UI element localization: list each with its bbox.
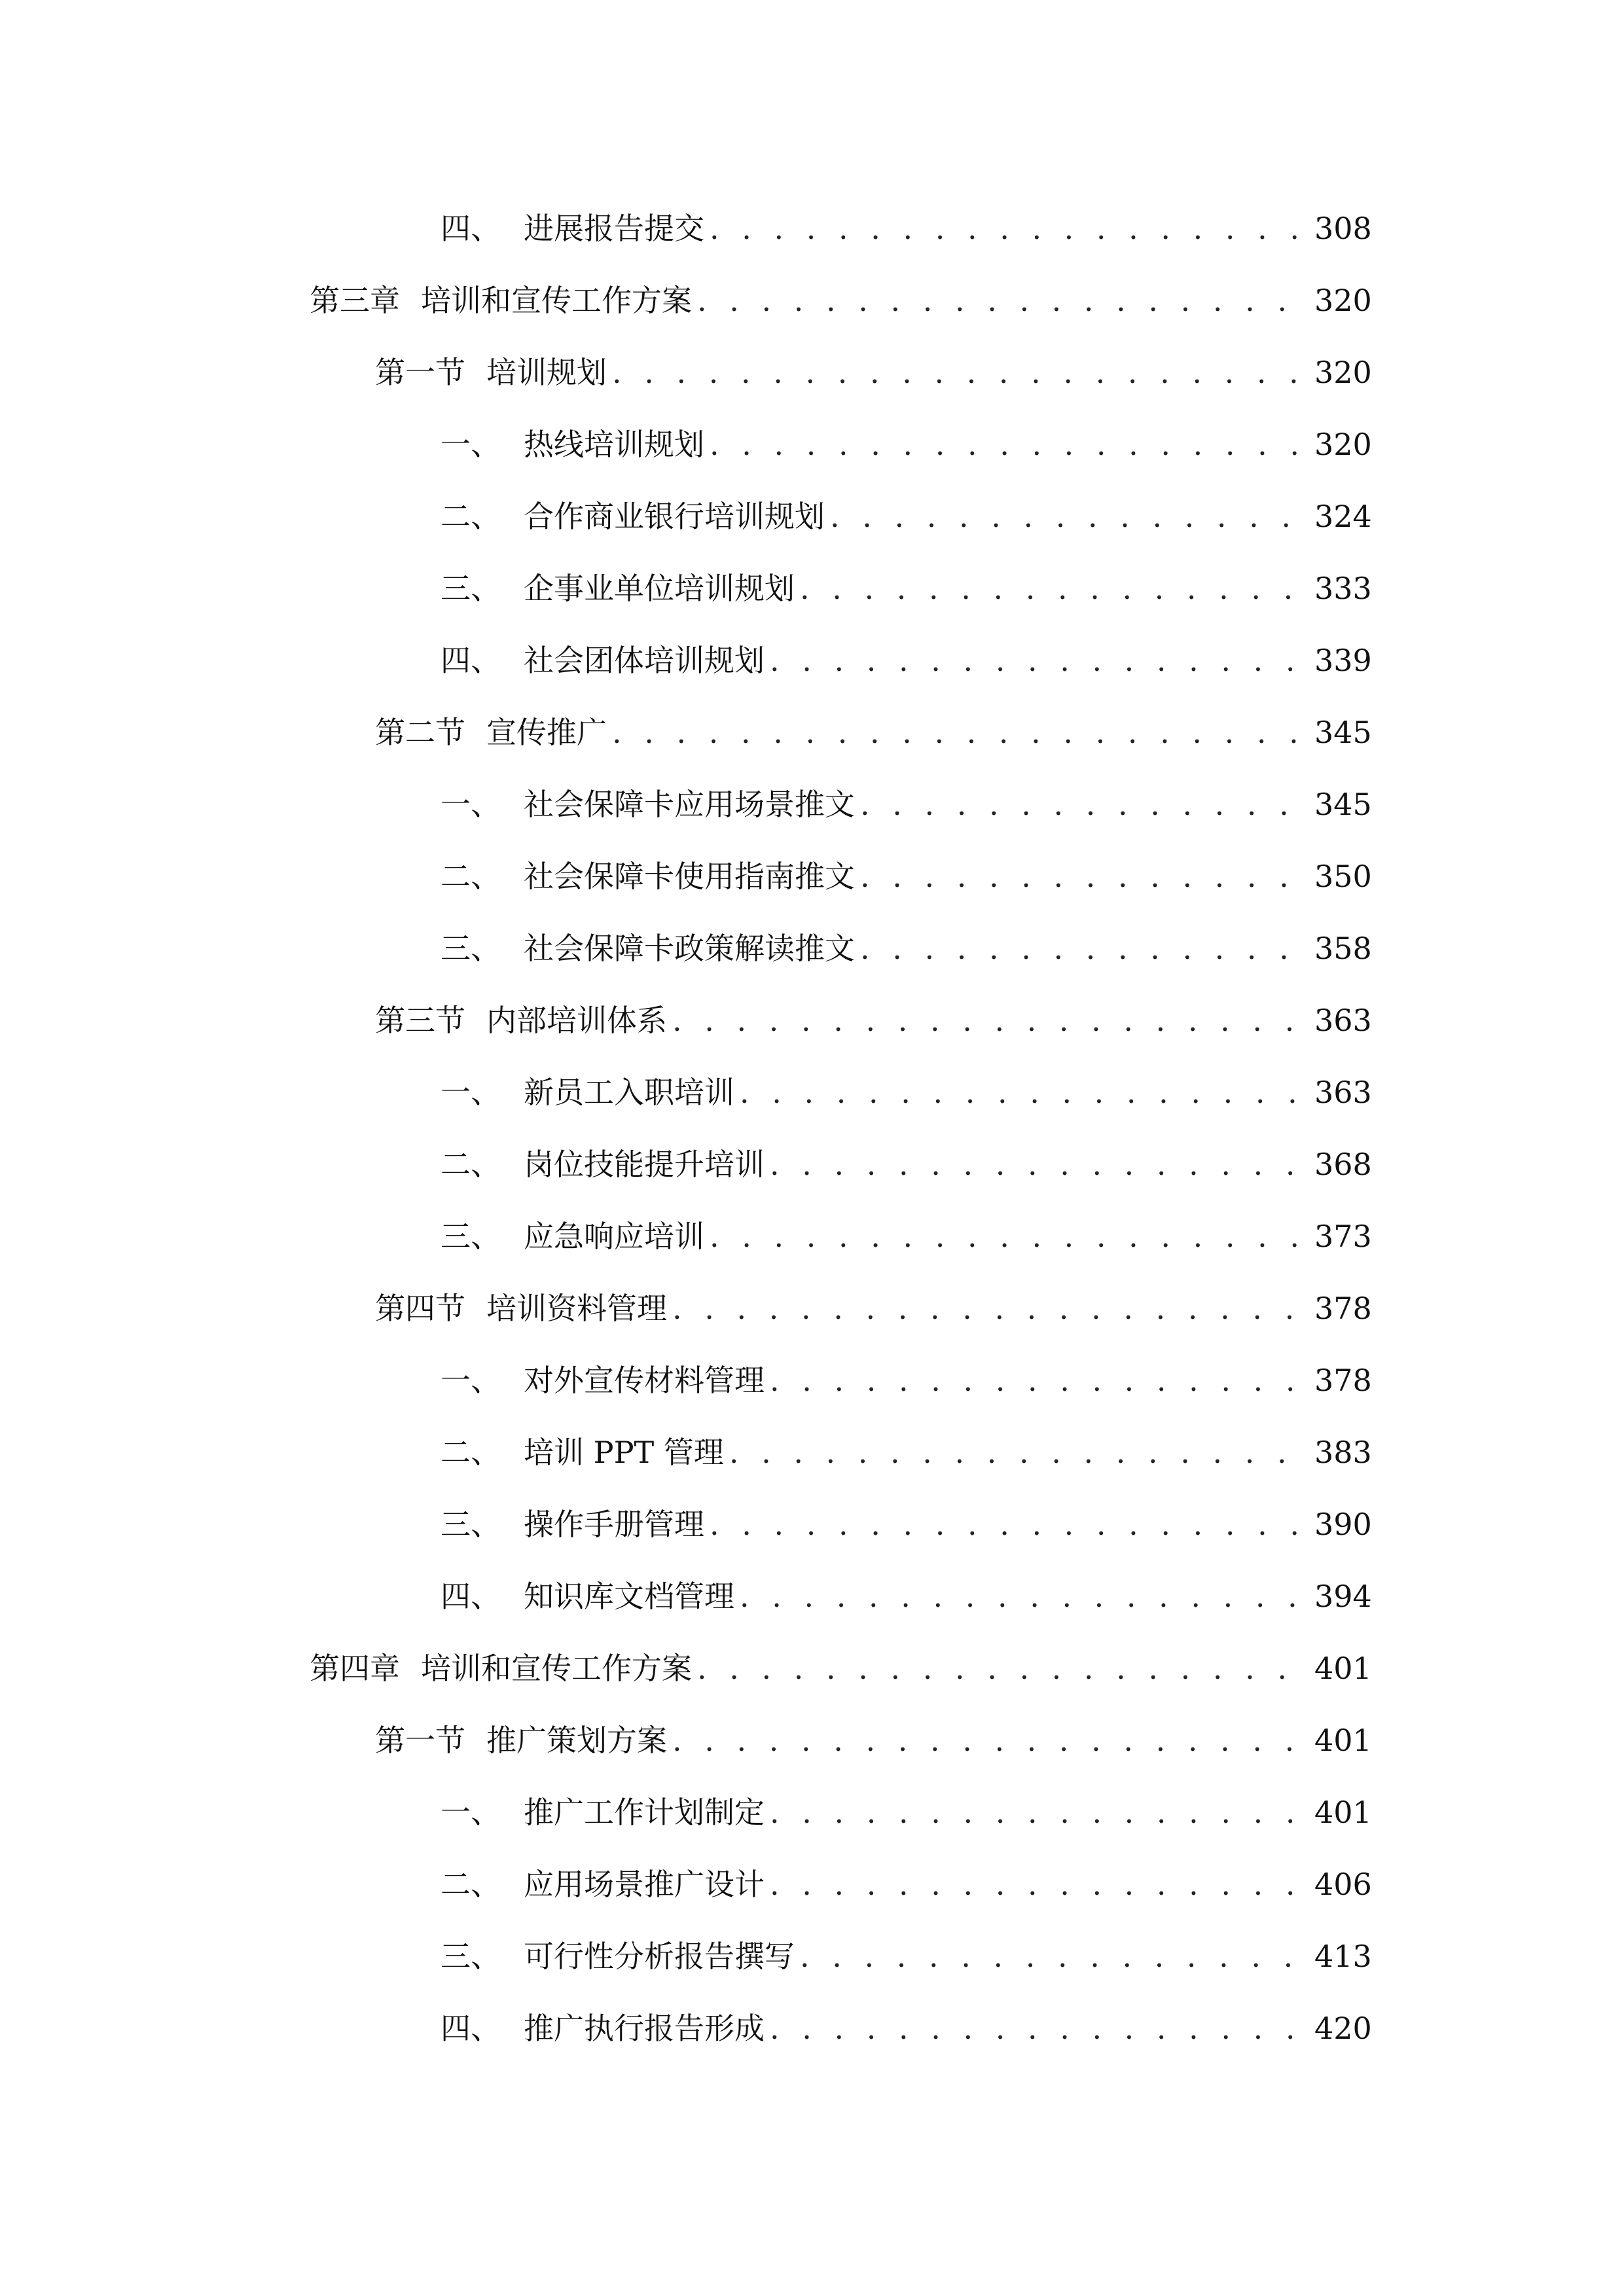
toc-entry-title: 社会保障卡应用场景推文: [524, 787, 855, 822]
dot-leader: [672, 1714, 1307, 1767]
toc-entry-number: 三、: [441, 1939, 501, 1974]
toc-chapter-number: 第三章: [310, 283, 400, 318]
toc-entry-page: 373: [1314, 1219, 1372, 1254]
toc-chapter-title: 培训和宣传工作方案: [421, 283, 692, 318]
dot-leader: [672, 1282, 1307, 1335]
dot-leader: [710, 202, 1307, 255]
toc-entry-page: 378: [1314, 1291, 1372, 1326]
dot-leader: [860, 922, 1307, 975]
toc-entry-page: 383: [1314, 1435, 1372, 1470]
toc-entry-number: 二、: [441, 499, 501, 534]
toc-entry-title: 岗位技能提升培训: [524, 1147, 765, 1182]
toc-section-title: 培训资料管理: [486, 1291, 667, 1326]
toc-entry-page: 378: [1314, 1363, 1372, 1398]
dot-leader: [770, 2002, 1307, 2054]
toc-entry-number: 一、: [441, 1795, 501, 1830]
toc-entry-title: 社会保障卡使用指南推文: [524, 859, 855, 894]
toc-entry-number: 三、: [441, 571, 501, 606]
toc-section-title: 推广策划方案: [486, 1723, 667, 1758]
toc-section-number: 第二节: [375, 715, 465, 750]
toc-entry-title: 推广工作计划制定: [524, 1795, 765, 1830]
toc-section-number: 第一节: [375, 355, 465, 390]
toc-entry-title: 应急响应培训: [524, 1219, 704, 1254]
toc-entry-title: 社会团体培训规划: [524, 643, 765, 678]
toc-entry-page: 308: [1314, 211, 1372, 246]
toc-entry-page: 406: [1314, 1867, 1372, 1902]
toc-entry-title: 热线培训规划: [524, 427, 704, 462]
toc-entry-page: 401: [1314, 1651, 1372, 1686]
toc-entry-page: 333: [1314, 571, 1372, 606]
toc-entry-page: 401: [1314, 1795, 1372, 1830]
toc-entry[interactable]: [441, 778, 1372, 831]
toc-entry[interactable]: [441, 1930, 1372, 1982]
dot-leader: [612, 706, 1307, 759]
toc-entry[interactable]: [441, 1498, 1372, 1551]
dot-leader: [612, 346, 1307, 399]
dot-leader: [729, 1426, 1307, 1479]
toc-entry-page: 358: [1314, 931, 1372, 966]
dot-leader: [770, 634, 1307, 687]
toc-entry-number: 三、: [441, 931, 501, 966]
toc-entry-title: 操作手册管理: [524, 1507, 704, 1542]
toc-entry-page: 401: [1314, 1723, 1372, 1758]
dot-leader: [800, 562, 1307, 615]
toc-entry-number: 四、: [441, 1579, 501, 1614]
toc-entry-page: 320: [1314, 355, 1372, 390]
toc-entry-title: 推广执行报告形成: [524, 2011, 765, 2046]
toc-section-title: 培训规划: [486, 355, 607, 390]
dot-leader: [770, 1138, 1307, 1191]
toc-entry[interactable]: [441, 1858, 1372, 1910]
toc-entry-number: 二、: [441, 1147, 501, 1182]
toc-chapter-title: 培训和宣传工作方案: [421, 1651, 692, 1686]
toc-entry-number: 四、: [441, 643, 501, 678]
toc-entry-page: 363: [1314, 1075, 1372, 1110]
toc-entry-page: 345: [1314, 787, 1372, 822]
toc-entry-number: 四、: [441, 211, 501, 246]
toc-entry-title: 进展报告提交: [524, 211, 704, 246]
toc-entry-title: 新员工入职培训: [524, 1075, 734, 1110]
toc-entry[interactable]: [441, 1138, 1372, 1191]
toc-entry[interactable]: [441, 1210, 1372, 1263]
toc-entry[interactable]: [441, 922, 1372, 975]
toc-entry-page: 345: [1314, 715, 1372, 750]
dot-leader: [860, 850, 1307, 903]
toc-entry-page: 420: [1314, 2011, 1372, 2046]
toc-entry[interactable]: [441, 2002, 1372, 2054]
dot-leader: [830, 490, 1307, 543]
toc-entry-title: 应用场景推广设计: [524, 1867, 765, 1902]
toc-chapter-number: 第四章: [310, 1651, 400, 1686]
toc-entry-page: 394: [1314, 1579, 1372, 1614]
toc-entry-number: 一、: [441, 427, 501, 462]
dot-leader: [770, 1354, 1307, 1407]
toc-entry[interactable]: [441, 634, 1372, 687]
toc-entry-title: 培训 PPT 管理: [524, 1435, 724, 1470]
toc-entry[interactable]: [441, 1066, 1372, 1119]
dot-leader: [740, 1570, 1307, 1623]
toc-entry[interactable]: [441, 202, 1372, 255]
toc-chapter[interactable]: [310, 274, 1372, 327]
toc-entry-number: 四、: [441, 2011, 501, 2046]
toc-entry-page: 324: [1314, 499, 1372, 534]
toc-entry-title: 企事业单位培训规划: [524, 571, 795, 606]
toc-section[interactable]: [375, 994, 1372, 1047]
toc-entry-number: 三、: [441, 1507, 501, 1542]
toc-entry[interactable]: [441, 1426, 1372, 1479]
dot-leader: [672, 994, 1307, 1047]
toc-entry[interactable]: [441, 1786, 1372, 1839]
toc-entry-number: 一、: [441, 1075, 501, 1110]
toc-entry-title: 合作商业银行培训规划: [524, 499, 825, 534]
toc-entry[interactable]: [441, 1354, 1372, 1407]
toc-entry[interactable]: [441, 418, 1372, 471]
toc-entry[interactable]: [441, 562, 1372, 615]
toc-entry[interactable]: [441, 1570, 1372, 1623]
dot-leader: [710, 418, 1307, 471]
toc-entry-title: 知识库文档管理: [524, 1579, 734, 1614]
toc-entry-page: 390: [1314, 1507, 1372, 1542]
toc-entry-number: 二、: [441, 1867, 501, 1902]
dot-leader: [740, 1066, 1307, 1119]
toc-chapter[interactable]: [310, 1642, 1372, 1695]
toc-section-number: 第一节: [375, 1723, 465, 1758]
toc-entry-number: 二、: [441, 1435, 501, 1470]
dot-leader: [770, 1786, 1307, 1839]
toc-section-title: 宣传推广: [486, 715, 607, 750]
toc-entry-number: 三、: [441, 1219, 501, 1254]
toc-entry-number: 二、: [441, 859, 501, 894]
toc-entry-number: 一、: [441, 1363, 501, 1398]
toc-entry-page: 363: [1314, 1003, 1372, 1038]
dot-leader: [697, 274, 1307, 327]
toc-section[interactable]: [375, 346, 1372, 399]
dot-leader: [710, 1210, 1307, 1263]
toc-entry-number: 一、: [441, 787, 501, 822]
toc-section[interactable]: [375, 1282, 1372, 1335]
dot-leader: [860, 778, 1307, 831]
dot-leader: [770, 1858, 1307, 1910]
toc-entry[interactable]: [441, 490, 1372, 543]
toc-entry-page: 350: [1314, 859, 1372, 894]
toc-entry-page: 413: [1314, 1939, 1372, 1974]
toc-section[interactable]: [375, 706, 1372, 759]
toc-section[interactable]: [375, 1714, 1372, 1767]
toc-entry-page: 320: [1314, 283, 1372, 318]
toc-entry-title: 可行性分析报告撰写: [524, 1939, 795, 1974]
dot-leader: [800, 1930, 1307, 1982]
toc-entry-page: 320: [1314, 427, 1372, 462]
dot-leader: [697, 1642, 1307, 1695]
toc-entry-title: 对外宣传材料管理: [524, 1363, 765, 1398]
toc-section-number: 第四节: [375, 1291, 465, 1326]
dot-leader: [710, 1498, 1307, 1551]
toc-section-title: 内部培训体系: [486, 1003, 667, 1038]
toc-entry-page: 368: [1314, 1147, 1372, 1182]
toc-entry[interactable]: [441, 850, 1372, 903]
toc-section-number: 第三节: [375, 1003, 465, 1038]
toc-entry-title: 社会保障卡政策解读推文: [524, 931, 855, 966]
toc-entry-page: 339: [1314, 643, 1372, 678]
